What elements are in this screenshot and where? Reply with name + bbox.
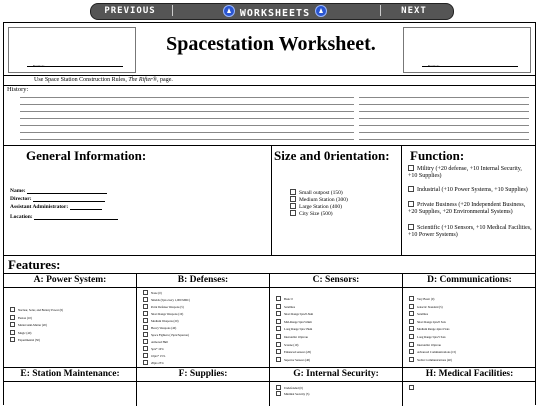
feature-option[interactable] <box>143 360 164 365</box>
feature-option[interactable] <box>143 297 190 302</box>
feature-column-title: G: Internal Security: <box>270 368 402 382</box>
feature-option[interactable] <box>409 385 417 390</box>
faction-label: Faction: <box>33 64 45 68</box>
history-line[interactable] <box>20 97 192 98</box>
checkbox[interactable] <box>276 342 281 347</box>
history-line[interactable] <box>20 132 192 133</box>
field-line <box>34 214 118 220</box>
feature-option[interactable] <box>409 326 449 331</box>
option-label: Fusion (10) <box>18 315 32 320</box>
option-label: Short Range Weapons (10) <box>151 312 184 316</box>
option-label: Advanced Communications (15) <box>417 350 457 355</box>
option-label: 10pts* 15% <box>151 354 166 358</box>
rules-note <box>34 77 173 83</box>
rules-prefix: Use Space Station Construction Rules, <box>34 77 127 83</box>
checkbox[interactable] <box>143 346 148 351</box>
feature-option[interactable] <box>276 357 310 362</box>
feature-option[interactable] <box>143 346 164 351</box>
option-label: Enhanced sensors (20) <box>284 350 312 355</box>
previous-button[interactable]: PREVIOUS <box>104 6 156 16</box>
feature-option[interactable] <box>276 319 312 324</box>
feature-column <box>137 274 270 367</box>
checkbox[interactable] <box>10 330 15 335</box>
history-line[interactable] <box>359 132 529 133</box>
nav-divider <box>380 5 381 16</box>
option-label: Long Range 5pts/15km <box>284 327 313 332</box>
feature-option[interactable] <box>10 337 40 342</box>
rules-suffix: ®, page. <box>152 77 173 83</box>
history-line[interactable] <box>182 132 354 133</box>
field-line <box>27 188 107 194</box>
worksheets-label: WORKSHEETS <box>239 8 311 19</box>
feature-option[interactable] <box>409 319 446 324</box>
features-title: Features: <box>8 257 61 272</box>
checkbox[interactable] <box>409 349 414 354</box>
history-line[interactable] <box>20 111 192 112</box>
section-title: Size and 0rientation: <box>274 148 390 163</box>
feature-option[interactable] <box>409 357 452 362</box>
option-label: Scientific (+10 Sensors, +10 Medical Facilities, +10 Power Systems) <box>408 225 532 238</box>
emblem-icon <box>223 5 235 17</box>
option-label: Mid-Range 5pts/5.0km <box>284 319 312 324</box>
field-label: Location: <box>10 214 33 220</box>
function-option[interactable] <box>408 201 532 216</box>
history-line[interactable] <box>359 139 529 140</box>
rules-book: The Rifter <box>128 77 153 83</box>
feature-column <box>4 274 137 367</box>
worksheet <box>3 22 536 405</box>
feature-column-title: B: Defenses: <box>137 274 269 288</box>
name-field[interactable] <box>10 188 107 194</box>
feature-column-title: F: Supplies: <box>137 368 269 382</box>
option-label: Medium Weapons (20) <box>151 319 179 323</box>
checkbox[interactable] <box>143 318 148 323</box>
feature-option[interactable] <box>143 353 165 358</box>
option-label: Armored Hull <box>151 340 168 344</box>
option-label: Very Basic (0) <box>417 297 435 301</box>
feature-option[interactable] <box>409 349 456 354</box>
feature-option[interactable] <box>276 349 311 354</box>
checkbox[interactable] <box>276 357 281 362</box>
feature-column <box>4 368 137 406</box>
checkbox[interactable] <box>290 210 296 216</box>
feature-column <box>137 368 270 406</box>
history-line[interactable] <box>359 97 529 98</box>
option-label: Interstellar 10pts/au <box>417 342 441 347</box>
option-label: 5pts* 10% <box>151 347 164 351</box>
feature-option[interactable] <box>276 342 298 347</box>
feature-column <box>403 368 536 406</box>
feature-option[interactable] <box>409 311 428 316</box>
feature-option[interactable] <box>409 296 434 301</box>
feature-column-title: H: Medical Facilities: <box>403 368 536 382</box>
option-label: Militry (+20 defense, +10 Internal Security, +10 Supplies) <box>408 166 522 179</box>
checkbox[interactable] <box>143 297 148 302</box>
checkbox[interactable] <box>409 311 414 316</box>
checkbox[interactable] <box>408 224 414 230</box>
checkbox[interactable] <box>409 357 414 362</box>
option-label: Undefended (0) <box>284 386 303 390</box>
feature-column-title: E: Station Maintenance: <box>4 368 136 382</box>
section-title: General Information: <box>26 148 147 163</box>
checkbox[interactable] <box>276 391 281 396</box>
checkbox[interactable] <box>143 339 148 344</box>
function-option[interactable] <box>408 224 532 239</box>
worksheets-nav-title[interactable] <box>180 5 370 17</box>
option-label: Medium Station (300) <box>299 197 348 203</box>
divider <box>4 75 535 76</box>
checkbox[interactable] <box>409 326 414 331</box>
option-label: Private Business (+20 Independent Business, +20 Supplies, +20 Environmental Systems) <box>408 202 526 215</box>
next-button[interactable]: NEXT <box>401 6 427 16</box>
function-option[interactable] <box>408 186 532 194</box>
feature-option[interactable] <box>276 311 313 316</box>
option-label: Shields (5pts every 1,000 MDC) <box>151 298 191 302</box>
checkbox[interactable] <box>276 349 281 354</box>
field-label: Name: <box>10 188 26 194</box>
history-line[interactable] <box>182 97 354 98</box>
checkbox[interactable] <box>409 342 414 347</box>
checkbox[interactable] <box>143 332 148 337</box>
checkbox[interactable] <box>10 337 15 342</box>
checkbox[interactable] <box>143 353 148 358</box>
checkbox[interactable] <box>408 186 414 192</box>
checkbox[interactable] <box>408 201 414 207</box>
size-orientation-section <box>272 146 402 255</box>
option-label: Satellites <box>417 312 428 317</box>
feature-option[interactable] <box>409 304 443 309</box>
history-line[interactable] <box>20 139 192 140</box>
checkbox[interactable] <box>409 304 414 309</box>
history-label: History: <box>7 86 29 93</box>
feature-column <box>403 274 536 367</box>
checkbox[interactable] <box>276 311 281 316</box>
feature-option[interactable] <box>409 334 446 339</box>
checkbox[interactable] <box>290 203 296 209</box>
page-title: Spacestation Worksheet. <box>166 33 376 55</box>
checkbox[interactable] <box>143 325 148 330</box>
history-line[interactable] <box>359 104 529 105</box>
director-field[interactable] <box>10 196 105 202</box>
general-information-section <box>4 146 272 255</box>
checkbox[interactable] <box>276 385 281 390</box>
history-line[interactable] <box>20 118 192 119</box>
option-label: Space Fighters (15pts/Squaron) <box>151 333 189 337</box>
feature-option[interactable] <box>276 385 303 390</box>
feature-option[interactable] <box>143 339 168 344</box>
option-label: Matter/Anti-Matter (20) <box>18 323 47 328</box>
checkbox[interactable] <box>143 311 148 316</box>
option-label: Large Station (400) <box>299 204 342 210</box>
checkbox[interactable] <box>276 296 281 301</box>
history-line[interactable] <box>182 104 354 105</box>
history-line[interactable] <box>20 125 192 126</box>
feature-option[interactable] <box>276 326 312 331</box>
feature-option[interactable] <box>10 307 63 312</box>
feature-option[interactable] <box>276 334 308 339</box>
option-label: Short Range 2pts/0 Sats <box>417 319 446 324</box>
size-option[interactable] <box>290 210 333 218</box>
history-line[interactable] <box>359 111 529 112</box>
feature-option[interactable] <box>143 290 162 295</box>
option-label: Heavy Weapons (40) <box>151 326 177 330</box>
feature-option[interactable] <box>10 330 31 335</box>
history-line[interactable] <box>182 125 354 126</box>
option-label: Galactic Standard (5) <box>417 304 443 309</box>
faction-label: Faction: <box>428 64 440 68</box>
history-line[interactable] <box>182 139 354 140</box>
feature-option[interactable] <box>143 311 183 316</box>
field-line <box>33 196 105 202</box>
field-line <box>70 204 102 210</box>
field-label: Assistant Administrator: <box>10 204 69 210</box>
feature-option[interactable] <box>143 304 184 309</box>
top-nav <box>0 0 540 22</box>
faction-box-left <box>8 27 136 73</box>
option-label: Minimal Security (5) <box>284 392 310 396</box>
feature-option[interactable] <box>10 315 32 320</box>
checkbox[interactable] <box>143 360 148 365</box>
history-line[interactable] <box>182 111 354 112</box>
option-label: Long Range 5pts/5 Sats <box>417 335 446 339</box>
option-label: Experimental (50) <box>18 338 40 343</box>
location-field[interactable] <box>10 214 118 220</box>
feature-column-title: A: Power System: <box>4 274 136 288</box>
checkbox[interactable] <box>276 326 281 331</box>
option-label: Nuclear, Solar, and Battery Power (0) <box>18 308 64 312</box>
function-option[interactable] <box>408 165 532 180</box>
history-line[interactable] <box>359 125 529 126</box>
feature-option[interactable] <box>143 332 189 337</box>
checkbox[interactable] <box>276 334 281 339</box>
feature-option[interactable] <box>276 304 295 309</box>
history-line[interactable] <box>359 118 529 119</box>
option-label: Small outpost (150) <box>299 190 343 196</box>
feature-option[interactable] <box>276 391 309 396</box>
option-label: City Size (500) <box>299 211 333 217</box>
history-line[interactable] <box>182 118 354 119</box>
section-title: Function: <box>410 148 465 163</box>
checkbox[interactable] <box>276 304 281 309</box>
emblem-icon <box>315 5 327 17</box>
option-label: Magic (40) <box>18 330 32 335</box>
checkbox[interactable] <box>290 196 296 202</box>
feature-column-title: D: Communications: <box>403 274 536 288</box>
function-section <box>402 146 535 255</box>
option-label: None (0) <box>151 291 162 295</box>
checkbox[interactable] <box>408 165 414 171</box>
option-label: Point Defense Weapons (5) <box>151 305 184 309</box>
option-label: Short Range 5pts/0.5km <box>284 312 314 317</box>
checkbox[interactable] <box>10 322 15 327</box>
divider <box>4 85 535 86</box>
option-label: Satellites <box>284 304 295 309</box>
checkbox[interactable] <box>143 290 148 295</box>
option-label: Industrial (+10 Power Systems, +10 Supplies) <box>417 187 528 193</box>
checkbox[interactable] <box>10 315 15 320</box>
option-label: Superior Sensors (40) <box>284 357 311 362</box>
field-label: Director: <box>10 196 32 202</box>
feature-column-title: C: Sensors: <box>270 274 402 288</box>
assistant-administrator-field[interactable] <box>10 204 102 210</box>
checkbox[interactable] <box>409 296 414 301</box>
feature-option[interactable] <box>276 296 293 301</box>
option-label: Interstellar 10pts/au <box>284 335 308 339</box>
faction-box-right <box>403 27 531 73</box>
feature-option[interactable] <box>409 342 441 347</box>
checkbox[interactable] <box>290 189 296 195</box>
feature-option[interactable] <box>10 322 47 327</box>
nav-divider <box>172 5 173 16</box>
checkbox[interactable] <box>276 319 281 324</box>
checkbox[interactable] <box>409 385 414 390</box>
checkbox[interactable] <box>143 304 148 309</box>
feature-column <box>270 274 403 367</box>
divider <box>4 255 535 256</box>
option-label: Stellar Communications (40) <box>417 357 452 362</box>
history-line[interactable] <box>20 104 192 105</box>
feature-option[interactable] <box>143 325 176 330</box>
option-label: Medium Range 4pts/4 Sats <box>417 327 450 332</box>
option-label: Basic 0 <box>284 297 293 301</box>
feature-column <box>270 368 403 406</box>
option-label: Scanne (10) <box>284 342 299 347</box>
checkbox[interactable] <box>10 307 15 312</box>
feature-option[interactable] <box>143 318 179 323</box>
option-label: 20pts 25% <box>151 361 164 365</box>
checkbox[interactable] <box>409 334 414 339</box>
checkbox[interactable] <box>409 319 414 324</box>
